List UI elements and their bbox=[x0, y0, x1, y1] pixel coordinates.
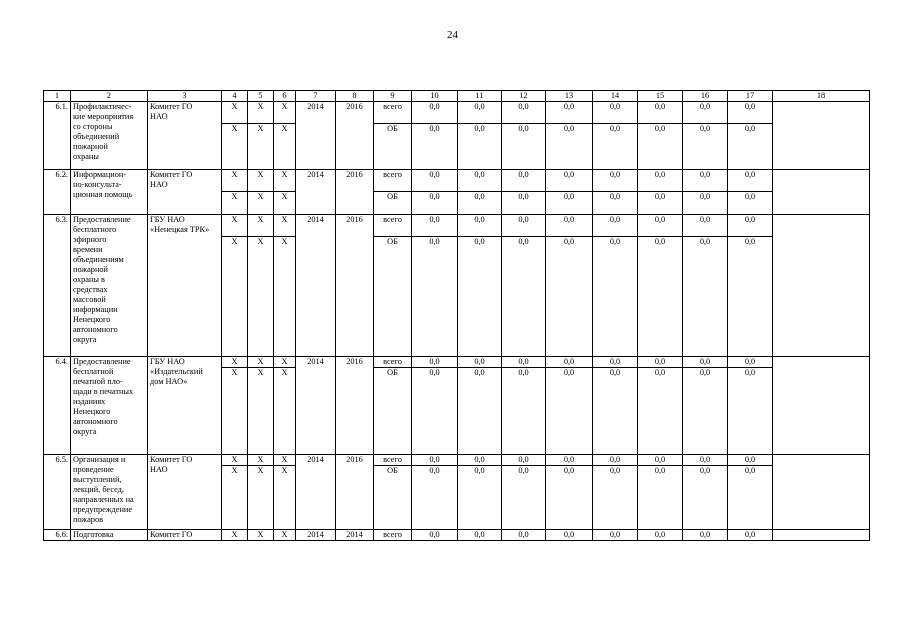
value-cell: 0,0 bbox=[638, 357, 683, 368]
item-description: Информацион- но-консульта- ционная помощь bbox=[71, 170, 148, 215]
value-cell: 0,0 bbox=[412, 368, 458, 455]
value-cell: 0,0 bbox=[728, 124, 773, 170]
x-mark-cell: Х bbox=[274, 215, 296, 237]
start-year: 2014 bbox=[296, 215, 336, 357]
column-header: 17 bbox=[728, 91, 773, 102]
note-cell bbox=[773, 215, 870, 357]
value-cell: 0,0 bbox=[638, 124, 683, 170]
value-cell: 0,0 bbox=[728, 357, 773, 368]
value-cell: 0,0 bbox=[412, 357, 458, 368]
value-cell: 0,0 bbox=[638, 215, 683, 237]
x-mark-cell: Х bbox=[222, 102, 248, 124]
value-cell: 0,0 bbox=[728, 237, 773, 357]
x-mark-cell: Х bbox=[274, 102, 296, 124]
funding-source: ОБ bbox=[374, 124, 412, 170]
value-cell: 0,0 bbox=[593, 215, 638, 237]
value-cell: 0,0 bbox=[458, 455, 502, 466]
value-cell: 0,0 bbox=[458, 192, 502, 215]
value-cell: 0,0 bbox=[728, 192, 773, 215]
value-cell: 0,0 bbox=[412, 124, 458, 170]
value-cell: 0,0 bbox=[593, 237, 638, 357]
value-cell: 0,0 bbox=[458, 530, 502, 541]
x-mark-cell: Х bbox=[274, 466, 296, 530]
value-cell: 0,0 bbox=[458, 215, 502, 237]
funding-source: ОБ bbox=[374, 368, 412, 455]
value-cell: 0,0 bbox=[546, 102, 593, 124]
value-cell: 0,0 bbox=[638, 455, 683, 466]
item-description: Подготовка bbox=[71, 530, 148, 541]
x-mark-cell: Х bbox=[222, 237, 248, 357]
value-cell: 0,0 bbox=[412, 455, 458, 466]
value-cell: 0,0 bbox=[683, 102, 728, 124]
funding-source: всего bbox=[374, 170, 412, 192]
value-cell: 0,0 bbox=[546, 466, 593, 530]
value-cell: 0,0 bbox=[502, 170, 546, 192]
program-table bbox=[43, 90, 870, 541]
item-executor: ГБУ НАО «Ненецкая ТРК» bbox=[148, 215, 222, 357]
value-cell: 0,0 bbox=[502, 357, 546, 368]
end-year: 2016 bbox=[336, 215, 374, 357]
funding-source: всего bbox=[374, 455, 412, 466]
value-cell: 0,0 bbox=[638, 530, 683, 541]
x-mark-cell: Х bbox=[222, 192, 248, 215]
value-cell: 0,0 bbox=[458, 237, 502, 357]
value-cell: 0,0 bbox=[546, 170, 593, 192]
table-row bbox=[44, 357, 870, 368]
start-year: 2014 bbox=[296, 530, 336, 541]
value-cell: 0,0 bbox=[412, 192, 458, 215]
funding-source: ОБ bbox=[374, 466, 412, 530]
value-cell: 0,0 bbox=[412, 466, 458, 530]
note-cell bbox=[773, 357, 870, 455]
funding-source: ОБ bbox=[374, 192, 412, 215]
note-cell bbox=[773, 170, 870, 215]
x-mark-cell: Х bbox=[274, 170, 296, 192]
page-number: 24 bbox=[447, 29, 458, 41]
value-cell: 0,0 bbox=[683, 192, 728, 215]
value-cell: 0,0 bbox=[728, 368, 773, 455]
value-cell: 0,0 bbox=[546, 455, 593, 466]
value-cell: 0,0 bbox=[546, 357, 593, 368]
value-cell: 0,0 bbox=[638, 466, 683, 530]
x-mark-cell: Х bbox=[274, 237, 296, 357]
value-cell: 0,0 bbox=[458, 368, 502, 455]
value-cell: 0,0 bbox=[593, 170, 638, 192]
x-mark-cell: Х bbox=[248, 237, 274, 357]
column-header: 12 bbox=[502, 91, 546, 102]
value-cell: 0,0 bbox=[593, 124, 638, 170]
value-cell: 0,0 bbox=[412, 215, 458, 237]
item-number: 6.3. bbox=[44, 215, 71, 357]
x-mark-cell: Х bbox=[274, 455, 296, 466]
value-cell: 0,0 bbox=[728, 466, 773, 530]
value-cell: 0,0 bbox=[458, 102, 502, 124]
value-cell: 0,0 bbox=[502, 368, 546, 455]
x-mark-cell: Х bbox=[222, 215, 248, 237]
end-year: 2014 bbox=[336, 530, 374, 541]
end-year: 2016 bbox=[336, 357, 374, 455]
x-mark-cell: Х bbox=[248, 192, 274, 215]
table-row bbox=[44, 170, 870, 192]
column-header: 16 bbox=[683, 91, 728, 102]
funding-source: всего bbox=[374, 530, 412, 541]
column-header: 5 bbox=[248, 91, 274, 102]
value-cell: 0,0 bbox=[638, 102, 683, 124]
value-cell: 0,0 bbox=[683, 466, 728, 530]
value-cell: 0,0 bbox=[728, 455, 773, 466]
start-year: 2014 bbox=[296, 455, 336, 530]
value-cell: 0,0 bbox=[593, 357, 638, 368]
value-cell: 0,0 bbox=[546, 368, 593, 455]
item-number: 6.2. bbox=[44, 170, 71, 215]
column-header: 15 bbox=[638, 91, 683, 102]
value-cell: 0,0 bbox=[683, 357, 728, 368]
end-year: 2016 bbox=[336, 455, 374, 530]
note-cell bbox=[773, 455, 870, 530]
value-cell: 0,0 bbox=[728, 215, 773, 237]
value-cell: 0,0 bbox=[458, 357, 502, 368]
note-cell bbox=[773, 102, 870, 170]
item-executor: Комитет ГО НАО bbox=[148, 170, 222, 215]
column-header: 13 bbox=[546, 91, 593, 102]
value-cell: 0,0 bbox=[683, 237, 728, 357]
value-cell: 0,0 bbox=[728, 530, 773, 541]
value-cell: 0,0 bbox=[546, 215, 593, 237]
x-mark-cell: Х bbox=[222, 368, 248, 455]
value-cell: 0,0 bbox=[546, 237, 593, 357]
x-mark-cell: Х bbox=[222, 466, 248, 530]
item-description: Организация и проведение выступлений, лекций, бесед, направленных на предупреждение пожаров bbox=[71, 455, 148, 530]
funding-source: всего bbox=[374, 357, 412, 368]
value-cell: 0,0 bbox=[412, 530, 458, 541]
value-cell: 0,0 bbox=[593, 192, 638, 215]
item-number: 6.4. bbox=[44, 357, 71, 455]
column-header: 18 bbox=[773, 91, 870, 102]
value-cell: 0,0 bbox=[502, 124, 546, 170]
table-row bbox=[44, 215, 870, 237]
x-mark-cell: Х bbox=[248, 170, 274, 192]
x-mark-cell: Х bbox=[274, 530, 296, 541]
value-cell: 0,0 bbox=[502, 102, 546, 124]
column-header: 4 bbox=[222, 91, 248, 102]
item-executor: ГБУ НАО «Издательский дом НАО» bbox=[148, 357, 222, 455]
column-header: 6 bbox=[274, 91, 296, 102]
value-cell: 0,0 bbox=[546, 192, 593, 215]
value-cell: 0,0 bbox=[502, 215, 546, 237]
x-mark-cell: Х bbox=[248, 466, 274, 530]
value-cell: 0,0 bbox=[728, 170, 773, 192]
x-mark-cell: Х bbox=[248, 357, 274, 368]
x-mark-cell: Х bbox=[248, 530, 274, 541]
x-mark-cell: Х bbox=[248, 102, 274, 124]
value-cell: 0,0 bbox=[593, 455, 638, 466]
value-cell: 0,0 bbox=[502, 455, 546, 466]
item-executor: Комитет ГО НАО bbox=[148, 455, 222, 530]
value-cell: 0,0 bbox=[458, 466, 502, 530]
x-mark-cell: Х bbox=[222, 124, 248, 170]
start-year: 2014 bbox=[296, 357, 336, 455]
column-header: 1 bbox=[44, 91, 71, 102]
x-mark-cell: Х bbox=[274, 368, 296, 455]
value-cell: 0,0 bbox=[458, 170, 502, 192]
value-cell: 0,0 bbox=[638, 192, 683, 215]
value-cell: 0,0 bbox=[638, 170, 683, 192]
x-mark-cell: Х bbox=[248, 124, 274, 170]
x-mark-cell: Х bbox=[274, 192, 296, 215]
item-description: Профилактичес- кие мероприятия со стороны объединений пожарной охраны bbox=[71, 102, 148, 170]
value-cell: 0,0 bbox=[683, 215, 728, 237]
value-cell: 0,0 bbox=[638, 237, 683, 357]
value-cell: 0,0 bbox=[593, 466, 638, 530]
value-cell: 0,0 bbox=[502, 466, 546, 530]
note-cell bbox=[773, 530, 870, 541]
x-mark-cell: Х bbox=[222, 455, 248, 466]
end-year: 2016 bbox=[336, 102, 374, 170]
x-mark-cell: Х bbox=[222, 357, 248, 368]
value-cell: 0,0 bbox=[458, 124, 502, 170]
item-description: Предоставление бесплатной печатной пло- щади в печатных изданиях Ненецкого автономного округа bbox=[71, 357, 148, 455]
x-mark-cell: Х bbox=[248, 368, 274, 455]
value-cell: 0,0 bbox=[412, 170, 458, 192]
table-body bbox=[44, 102, 870, 541]
column-header: 3 bbox=[148, 91, 222, 102]
funding-source: ОБ bbox=[374, 237, 412, 357]
value-cell: 0,0 bbox=[593, 368, 638, 455]
value-cell: 0,0 bbox=[683, 170, 728, 192]
x-mark-cell: Х bbox=[222, 530, 248, 541]
column-header: 11 bbox=[458, 91, 502, 102]
x-mark-cell: Х bbox=[274, 357, 296, 368]
funding-source: всего bbox=[374, 215, 412, 237]
value-cell: 0,0 bbox=[412, 102, 458, 124]
x-mark-cell: Х bbox=[274, 124, 296, 170]
header-row bbox=[44, 91, 870, 102]
column-header: 7 bbox=[296, 91, 336, 102]
item-number: 6.1. bbox=[44, 102, 71, 170]
end-year: 2016 bbox=[336, 170, 374, 215]
column-header: 2 bbox=[71, 91, 148, 102]
table-row bbox=[44, 102, 870, 124]
funding-source: всего bbox=[374, 102, 412, 124]
column-header: 8 bbox=[336, 91, 374, 102]
table-row bbox=[44, 455, 870, 466]
table-row bbox=[44, 530, 870, 541]
column-header: 14 bbox=[593, 91, 638, 102]
item-description: Предоставление бесплатного эфирного времени объединениям пожарной охраны в средствах массовой информации Ненецкого автономного округа bbox=[71, 215, 148, 357]
x-mark-cell: Х bbox=[248, 215, 274, 237]
value-cell: 0,0 bbox=[683, 455, 728, 466]
item-number: 6.6. bbox=[44, 530, 71, 541]
value-cell: 0,0 bbox=[728, 102, 773, 124]
value-cell: 0,0 bbox=[593, 102, 638, 124]
column-header: 10 bbox=[412, 91, 458, 102]
value-cell: 0,0 bbox=[683, 124, 728, 170]
value-cell: 0,0 bbox=[546, 530, 593, 541]
value-cell: 0,0 bbox=[683, 368, 728, 455]
value-cell: 0,0 bbox=[412, 237, 458, 357]
x-mark-cell: Х bbox=[222, 170, 248, 192]
value-cell: 0,0 bbox=[502, 192, 546, 215]
item-executor: Комитет ГО НАО bbox=[148, 102, 222, 170]
value-cell: 0,0 bbox=[683, 530, 728, 541]
x-mark-cell: Х bbox=[248, 455, 274, 466]
value-cell: 0,0 bbox=[593, 530, 638, 541]
value-cell: 0,0 bbox=[502, 530, 546, 541]
start-year: 2014 bbox=[296, 170, 336, 215]
column-header: 9 bbox=[374, 91, 412, 102]
value-cell: 0,0 bbox=[502, 237, 546, 357]
item-executor: Комитет ГО bbox=[148, 530, 222, 541]
item-number: 6.5. bbox=[44, 455, 71, 530]
start-year: 2014 bbox=[296, 102, 336, 170]
value-cell: 0,0 bbox=[638, 368, 683, 455]
value-cell: 0,0 bbox=[546, 124, 593, 170]
